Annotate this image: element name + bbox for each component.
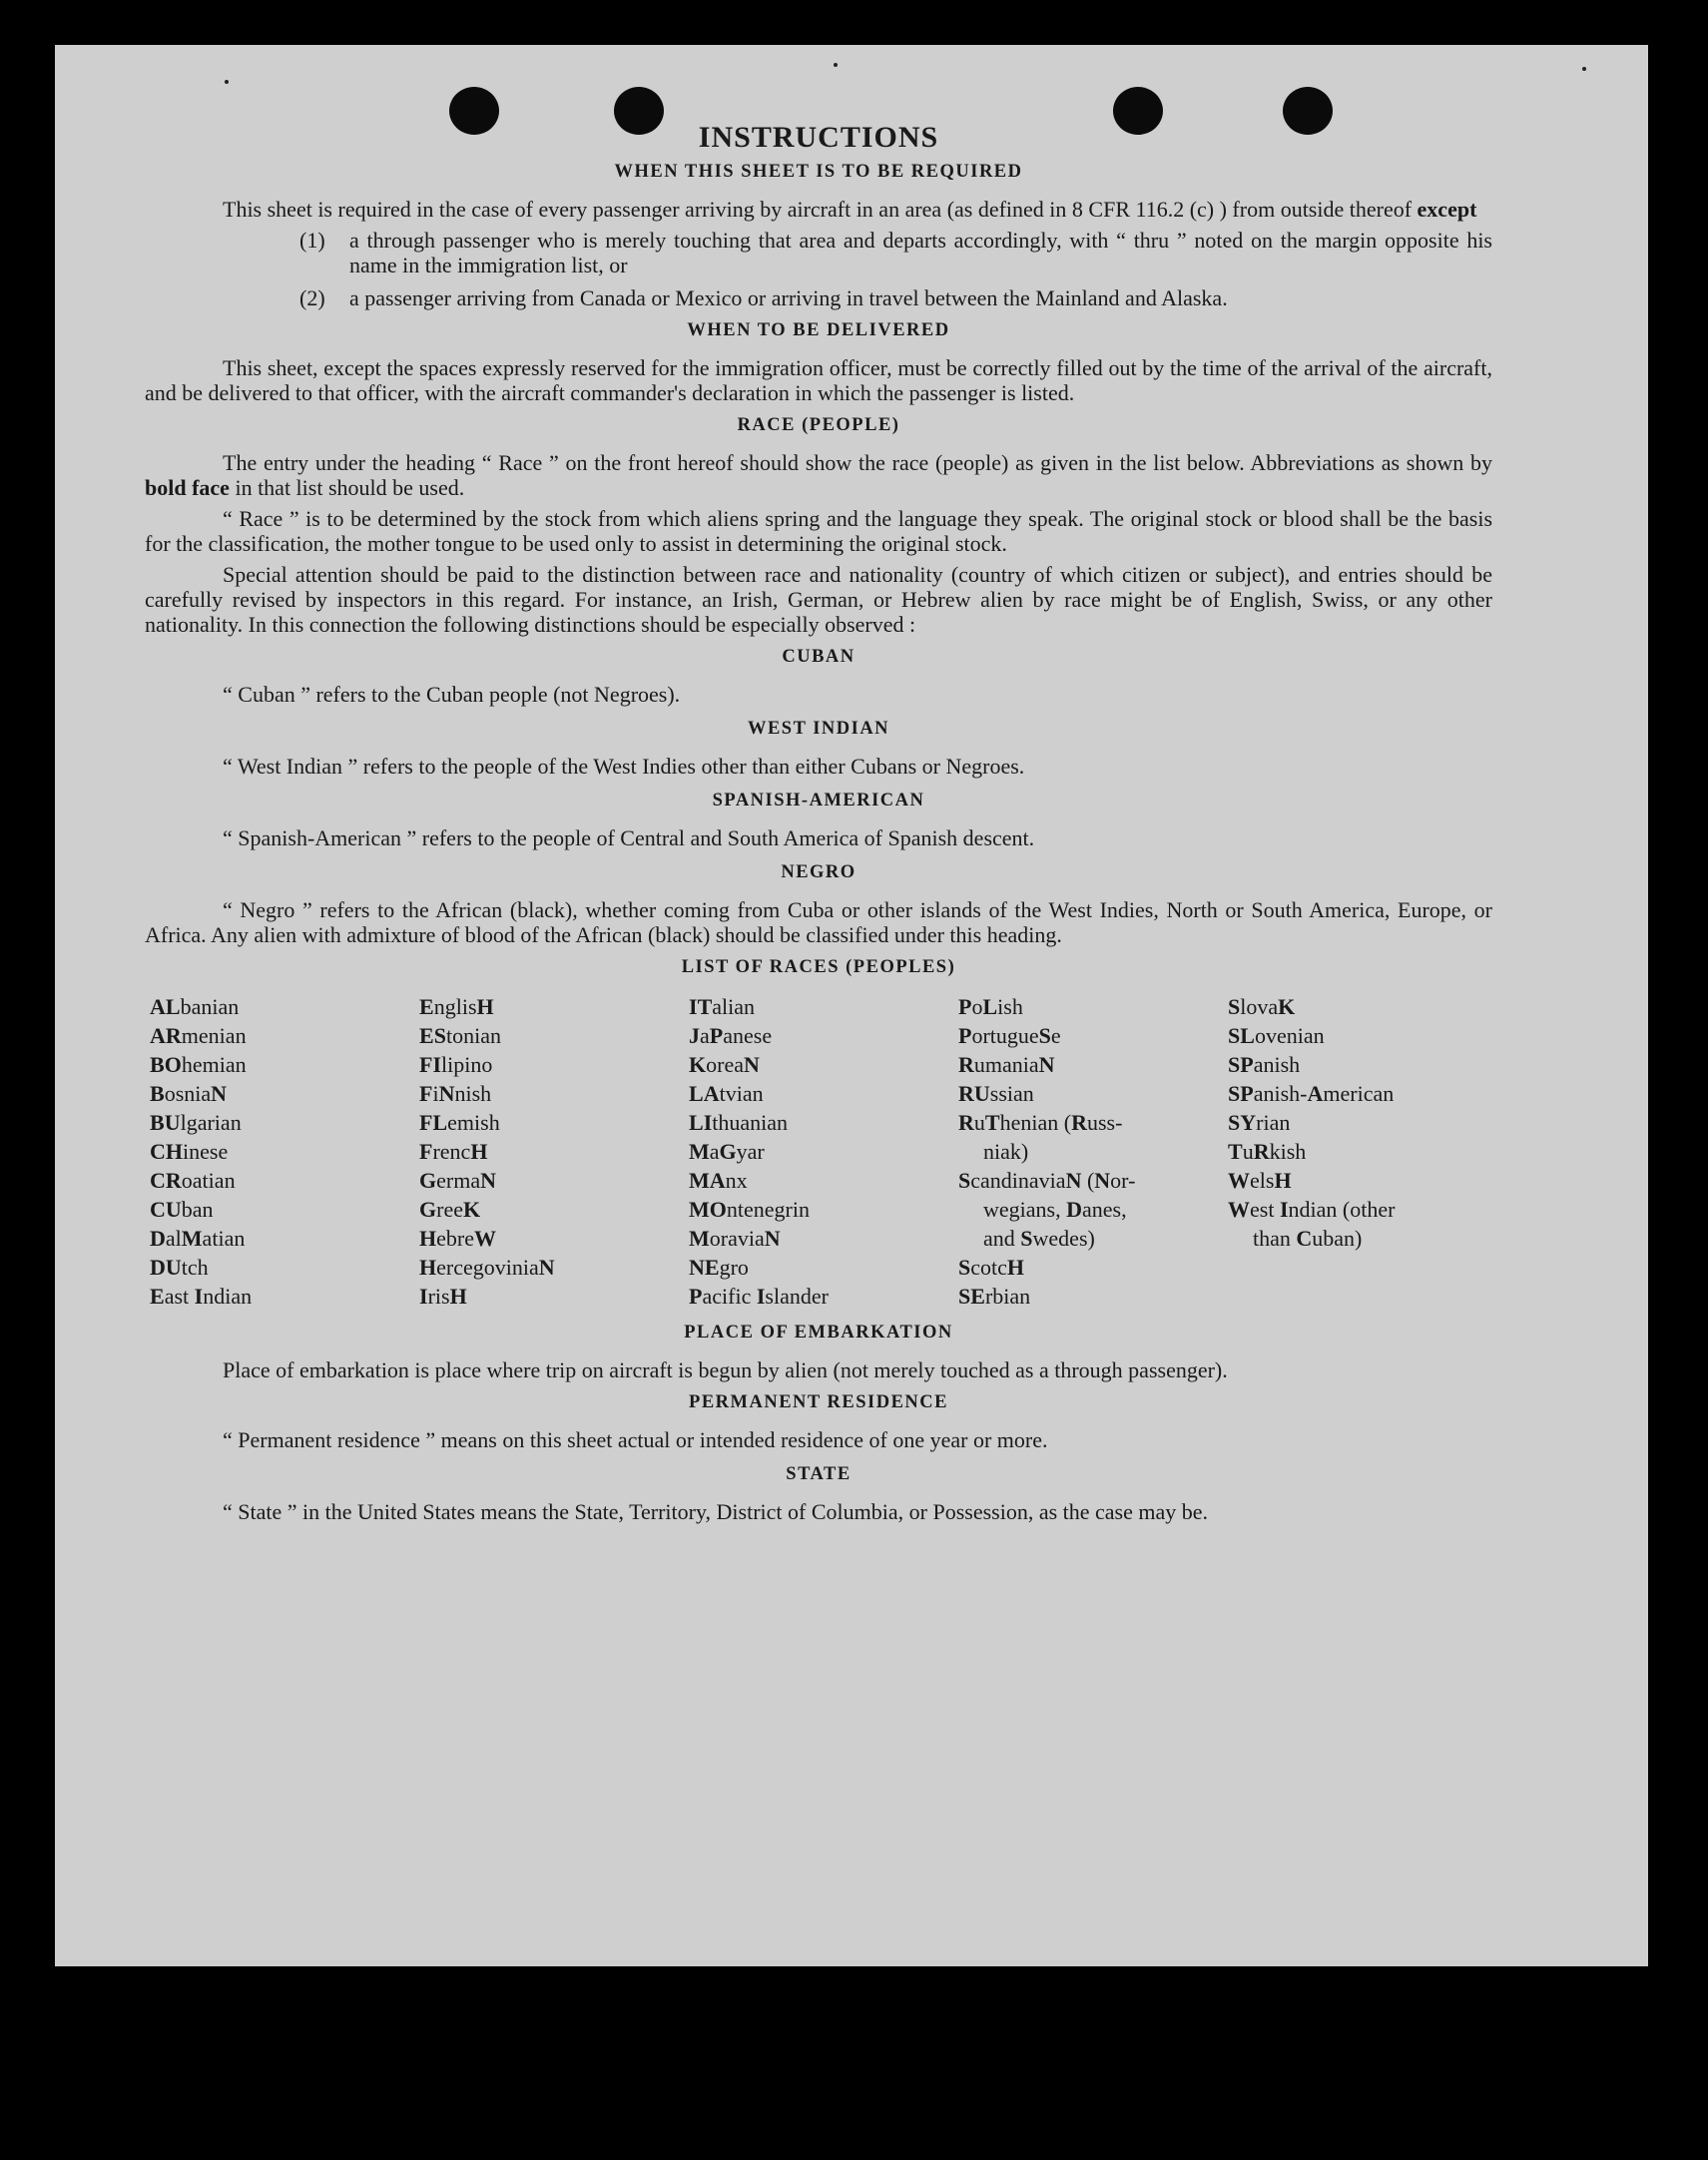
- negro-text: “ Negro ” refers to the African (black), whether coming from Cuba or other islands of the West Indies, North or South America, Europe, or Africa. Any alien with admixture of blood of the African (black) should be classified under this heading.: [145, 897, 1492, 947]
- race-entry: HercegoviniaN: [419, 1255, 555, 1280]
- race-entry: FIlipino: [419, 1052, 493, 1077]
- race-entry: GreeK: [419, 1197, 481, 1222]
- races-list: [150, 992, 1492, 1311]
- speck: [1582, 67, 1586, 71]
- race-para-2: “ Race ” is to be determined by the stock from which aliens spring and the language they speak. The original stock or blood shall be the basis for the classification, the mother tongue to be used only to assist in determining the original stock.: [145, 506, 1492, 556]
- heading-required: WHEN THIS SHEET IS TO BE REQUIRED: [614, 162, 1023, 182]
- race-entry: FiNnish: [419, 1081, 492, 1106]
- heading-state: STATE: [786, 1464, 852, 1484]
- race-entry: JaPanese: [689, 1023, 773, 1048]
- speck: [834, 63, 838, 67]
- race-entry: CHinese: [150, 1139, 229, 1164]
- race-entry: ScandinaviaN (Nor-: [958, 1168, 1136, 1193]
- spanish-american-text: “ Spanish-American ” refers to the people of Central and South America of Spanish descent.: [223, 825, 1035, 850]
- race-entry: LAtvian: [689, 1081, 764, 1106]
- race-entry: SYrian: [1228, 1110, 1291, 1135]
- race-entry: WelsH: [1228, 1168, 1292, 1193]
- heading-race: RACE (PEOPLE): [737, 415, 900, 435]
- race-entry: ALbanian: [150, 994, 240, 1019]
- races-column: [1228, 992, 1497, 1311]
- race-entry: PoLish: [958, 994, 1023, 1019]
- residence-text: “ Permanent residence ” means on this sheet actual or intended residence of one year or more.: [223, 1427, 1048, 1452]
- races-column: [419, 992, 689, 1311]
- instructions-content: [145, 121, 1492, 1530]
- race-entry: KoreaN: [689, 1052, 760, 1077]
- heading-cuban: CUBAN: [782, 647, 855, 667]
- race-entry: West Indian (other: [1228, 1197, 1396, 1222]
- race-entry: ITalian: [689, 994, 756, 1019]
- race-entry: EnglisH: [419, 994, 494, 1019]
- race-entry: IrisH: [419, 1284, 467, 1309]
- race-entry: than Cuban): [1253, 1226, 1363, 1251]
- race-entry: SPanish-American: [1228, 1081, 1395, 1106]
- required-intro: This sheet is required in the case of every passenger arriving by aircraft in an area (as defined in 8 CFR 116.2 (c) ) from outside thereof except: [223, 197, 1477, 222]
- race-entry: MaGyar: [689, 1139, 765, 1164]
- race-entry: RumaniaN: [958, 1052, 1055, 1077]
- race-entry: BosniaN: [150, 1081, 228, 1106]
- race-entry: RUssian: [958, 1081, 1034, 1106]
- races-column: [689, 992, 958, 1311]
- race-entry: RuThenian (Russ-: [958, 1110, 1123, 1135]
- race-entry: GermaN: [419, 1168, 496, 1193]
- cuban-text: “ Cuban ” refers to the Cuban people (not Negroes).: [223, 682, 681, 707]
- race-entry: CRoatian: [150, 1168, 236, 1193]
- race-entry: SErbian: [958, 1284, 1031, 1309]
- race-entry: niak): [983, 1139, 1029, 1164]
- required-item: (1) a through passenger who is merely touching that area and departs accordingly, with “ thru ” noted on the margin opposite his name in the immigration list, or: [299, 228, 1492, 277]
- race-entry: and Swedes): [983, 1226, 1095, 1251]
- embarkation-text: Place of embarkation is place where trip on aircraft is begun by alien (not merely touched as a through passenger).: [223, 1357, 1228, 1382]
- race-entry: East Indian: [150, 1284, 253, 1309]
- race-entry: CUban: [150, 1197, 214, 1222]
- heading-spanish-american: SPANISH-AMERICAN: [712, 791, 925, 810]
- races-column: [150, 992, 419, 1311]
- heading-negro: NEGRO: [781, 862, 856, 882]
- race-entry: DalMatian: [150, 1226, 246, 1251]
- heading-embarkation: PLACE OF EMBARKATION: [684, 1323, 953, 1343]
- race-entry: SPanish: [1228, 1052, 1301, 1077]
- races-column: [958, 992, 1228, 1311]
- race-entry: ScotcH: [958, 1255, 1025, 1280]
- race-entry: wegians, Danes,: [983, 1197, 1127, 1222]
- race-entry: Pacific Islander: [689, 1284, 829, 1309]
- race-entry: MOntenegrin: [689, 1197, 810, 1222]
- race-entry: NEgro: [689, 1255, 749, 1280]
- race-entry: HebreW: [419, 1226, 496, 1251]
- race-entry: BUlgarian: [150, 1110, 242, 1135]
- heading-west-indian: WEST INDIAN: [747, 719, 890, 739]
- race-entry: FrencH: [419, 1139, 488, 1164]
- race-entry: FLemish: [419, 1110, 500, 1135]
- speck: [225, 80, 229, 84]
- heading-residence: PERMANENT RESIDENCE: [689, 1392, 948, 1412]
- race-para-1: The entry under the heading “ Race ” on the front hereof should show the race (people) as given in the list below. Abbreviations as shown by bold face in that list should be used.: [145, 450, 1492, 500]
- race-para-3: Special attention should be paid to the distinction between race and nationality (country of which citizen or subject), and entries should be carefully revised by inspectors in this regard. For instance, an Irish, German, or Hebrew alien by race might be of English, Swiss, or any other nationality. In this connection the following distinctions should be especially observed :: [145, 562, 1492, 637]
- delivered-text: This sheet, except the spaces expressly reserved for the immigration officer, must be correctly filled out by the time of the arrival of the aircraft, and be delivered to that officer, with the aircraft commander's declaration in which the passenger is listed.: [145, 355, 1492, 405]
- race-entry: LIthuanian: [689, 1110, 789, 1135]
- race-entry: TuRkish: [1228, 1139, 1307, 1164]
- race-entry: SLovenian: [1228, 1023, 1325, 1048]
- heading-delivered: WHEN TO BE DELIVERED: [687, 320, 950, 340]
- page-title: INSTRUCTIONS: [698, 121, 939, 154]
- race-entry: SlovaK: [1228, 994, 1296, 1019]
- required-item: (2) a passenger arriving from Canada or Mexico or arriving in travel between the Mainland and Alaska.: [299, 285, 1228, 310]
- race-entry: MoraviaN: [689, 1226, 781, 1251]
- heading-list-of-races: LIST OF RACES (PEOPLES): [681, 957, 956, 977]
- race-entry: PortugueSe: [958, 1023, 1061, 1048]
- race-entry: BOhemian: [150, 1052, 247, 1077]
- race-entry: EStonian: [419, 1023, 501, 1048]
- west-indian-text: “ West Indian ” refers to the people of the West Indies other than either Cubans or Negroes.: [223, 754, 1025, 779]
- race-entry: MAnx: [689, 1168, 748, 1193]
- state-text: “ State ” in the United States means the State, Territory, District of Columbia, or Possession, as the case may be.: [223, 1499, 1209, 1524]
- race-entry: ARmenian: [150, 1023, 247, 1048]
- race-entry: DUtch: [150, 1255, 209, 1280]
